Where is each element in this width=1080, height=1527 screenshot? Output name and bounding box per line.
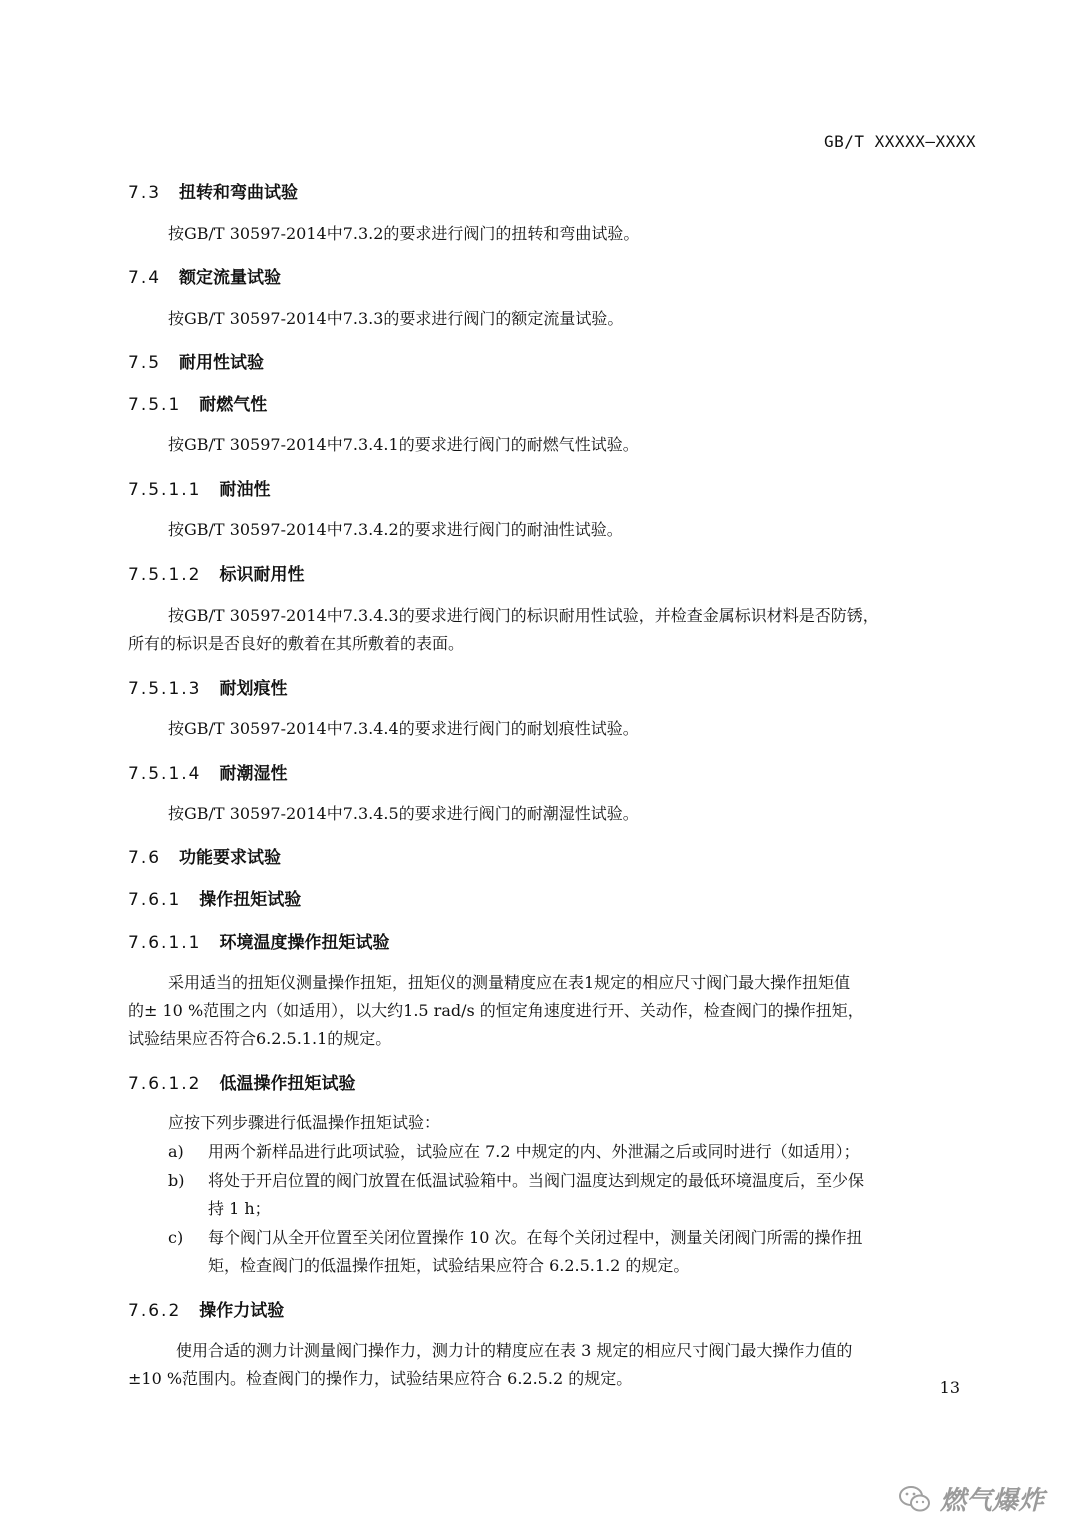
section-heading-7-6-2 (128, 1296, 284, 1321)
paragraph-7-5-1-1: 按GB/T 30597-2014中7.3.4.2的要求进行阀门的耐油性试验。 (168, 520, 623, 539)
section-number: 7.6.1.1 (128, 933, 202, 953)
page-number: 13 (939, 1378, 960, 1397)
section-heading-7-5-1-1 (128, 475, 270, 500)
paragraph-7-5-1-2-line2: 所有的标识是否良好的敷着在其所敷着的表面。 (128, 634, 465, 653)
list-item-continuation: 矩，检查阀门的低温操作扭矩，试验结果应符合 6.2.5.1.2 的规定。 (208, 1256, 690, 1275)
document-code-header: GB/T XXXXX—XXXX (824, 132, 976, 151)
section-heading-7-5-1-2 (128, 560, 304, 585)
paragraph-7-5-1-3: 按GB/T 30597-2014中7.3.4.4的要求进行阀门的耐划痕性试验。 (168, 719, 639, 738)
paragraph-7-6-1-2-intro: 应按下列步骤进行低温操作扭矩试验： (168, 1113, 441, 1132)
section-title: 耐燃气性 (199, 395, 268, 415)
section-number: 7.5 (128, 353, 162, 373)
section-number: 7.5.1 (128, 395, 182, 415)
section-number: 7.6.2 (128, 1301, 182, 1321)
paragraph-7-6-1-1-line2: 的± 10 %范围之内（如适用），以大约1.5 rad/s 的恒定角速度进行开、关动作，检查阀门的操作扭矩， (128, 1001, 864, 1020)
section-number: 7.5.1.2 (128, 565, 202, 585)
section-heading-7-4 (128, 263, 281, 288)
section-number: 7.3 (128, 183, 162, 203)
paragraph-7-4: 按GB/T 30597-2014中7.3.3的要求进行阀门的额定流量试验。 (168, 309, 624, 328)
list-item: b) 将处于开启位置的阀门放置在低温试验箱中。当阀门温度达到规定的最低环境温度后，至少保 (168, 1171, 865, 1190)
paragraph-7-6-2-line1: 使用合适的测力计测量阀门操作力，测力计的精度应在表 3 规定的相应尺寸阀门最大操作力值的 (176, 1341, 853, 1360)
section-number: 7.4 (128, 268, 162, 288)
section-heading-7-6-1-2 (128, 1069, 355, 1094)
section-title: 耐潮湿性 (219, 764, 288, 784)
section-number: 7.5.1.1 (128, 480, 202, 500)
section-number: 7.5.1.4 (128, 764, 202, 784)
paragraph-7-6-2-line2: ±10 %范围内。检查阀门的操作力，试验结果应符合 6.2.5.2 的规定。 (128, 1369, 633, 1388)
section-title: 功能要求试验 (179, 848, 282, 868)
section-title: 操作力试验 (199, 1301, 285, 1321)
section-heading-7-6-1-1 (128, 928, 389, 953)
section-number: 7.6.1 (128, 890, 182, 910)
section-title: 扭转和弯曲试验 (179, 183, 299, 203)
watermark-text: 燃气爆炸 (939, 1486, 1044, 1516)
section-number: 7.5.1.3 (128, 679, 202, 699)
section-title: 操作扭矩试验 (199, 890, 302, 910)
watermark (898, 1480, 1044, 1517)
paragraph-7-5-1: 按GB/T 30597-2014中7.3.4.1的要求进行阀门的耐燃气性试验。 (168, 435, 639, 454)
section-heading-7-5 (128, 348, 264, 373)
section-heading-7-3 (128, 178, 298, 203)
section-title: 耐划痕性 (219, 679, 288, 699)
list-item-continuation: 持 1 h； (208, 1199, 271, 1218)
section-heading-7-5-1-3 (128, 674, 287, 699)
section-title: 低温操作扭矩试验 (219, 1074, 356, 1094)
section-heading-7-5-1-4 (128, 759, 287, 784)
paragraph-7-6-1-1-line3: 试验结果应否符合6.2.5.1.1的规定。 (128, 1029, 392, 1048)
section-heading-7-6 (128, 843, 281, 868)
paragraph-7-6-1-1-line1: 采用适当的扭矩仪测量操作扭矩，扭矩仪的测量精度应在表1规定的相应尺寸阀门最大操作扭矩值 (168, 973, 851, 992)
section-number: 7.6.1.2 (128, 1074, 202, 1094)
paragraph-7-5-1-2-line1: 按GB/T 30597-2014中7.3.4.3的要求进行阀门的标识耐用性试验，并检查金属标识材料是否防锈， (168, 606, 879, 625)
section-number: 7.6 (128, 848, 162, 868)
section-title: 额定流量试验 (179, 268, 282, 288)
list-marker: a) (168, 1142, 184, 1161)
list-item: a) 用两个新样品进行此项试验，试验应在 7.2 中规定的内、外泄漏之后或同时进行（如适用）； (168, 1142, 860, 1161)
list-item: c) 每个阀门从全开位置至关闭位置操作 10 次。在每个关闭过程中，测量关闭阀门所需的操作扭 (168, 1228, 863, 1247)
section-title: 标识耐用性 (219, 565, 305, 585)
section-heading-7-6-1 (128, 885, 301, 910)
section-title: 耐油性 (219, 480, 271, 500)
section-title: 耐用性试验 (179, 353, 265, 373)
wechat-icon (898, 1484, 932, 1514)
paragraph-7-3: 按GB/T 30597-2014中7.3.2的要求进行阀门的扭转和弯曲试验。 (168, 224, 640, 243)
section-title: 环境温度操作扭矩试验 (219, 933, 390, 953)
paragraph-7-5-1-4: 按GB/T 30597-2014中7.3.4.5的要求进行阀门的耐潮湿性试验。 (168, 804, 639, 823)
section-heading-7-5-1 (128, 390, 267, 415)
list-marker: c) (168, 1228, 184, 1247)
list-marker: b) (168, 1171, 185, 1190)
